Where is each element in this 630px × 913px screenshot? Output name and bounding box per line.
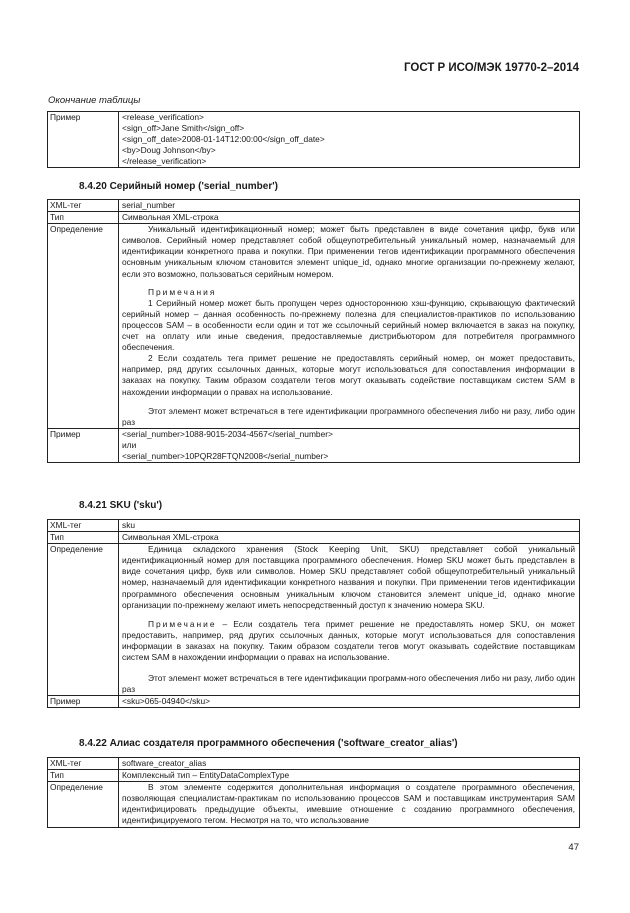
table-software-creator-alias bbox=[47, 757, 580, 828]
code-line: или bbox=[122, 439, 137, 450]
table-row bbox=[48, 224, 580, 429]
table-row bbox=[48, 200, 580, 212]
example-code bbox=[119, 428, 580, 462]
row-value: Символьная XML-строка bbox=[119, 212, 580, 224]
note-text: 1 Серийный номер может быть пропущен через одностороннюю хэш-функцию, скрывающую фактический серийный номер – данная особенность по-прежнему полезна для специалистов-практиков по использованию процессов SAM – в особенности если один и тот же ссылочный серийный номер включается в заказ на покупку, счет на оплату или иные сведения, предоставляемые дистрибьютором для потребителя программного обеспечения. bbox=[122, 297, 575, 353]
code-line: <serial_number>1088-9015-2034-4567</serial_number> bbox=[122, 428, 333, 439]
row-value: Символьная XML-строка bbox=[119, 532, 580, 544]
row-value: Комплексный тип – EntityDataComplexType bbox=[119, 770, 580, 782]
definition-cell bbox=[119, 782, 580, 827]
page-number: 47 bbox=[568, 842, 579, 853]
note-text: – Если создатель тега примет решение не предоставлять номер SKU, он может предоставить, например, ряд других ссылочных данных, которые могут использоваться для сопоставления информации в заказах на покупку. Таким образом создатели тегов могут оказывать содействие поставщикам систем SAM в нахождении информации о правах на использование. bbox=[122, 618, 575, 663]
row-label: Пример bbox=[48, 112, 119, 168]
row-label: Тип bbox=[48, 532, 119, 544]
row-label: Определение bbox=[48, 782, 119, 827]
occurrence-text: Этот элемент может встречаться в теге идентификации программ-ного обеспечения либо ни разу, либо один раз bbox=[122, 673, 575, 695]
row-label: XML-тег bbox=[48, 758, 119, 770]
section-title-sku: 8.4.21 SKU ('sku') bbox=[79, 500, 163, 511]
note-paragraph bbox=[122, 619, 575, 663]
table-row bbox=[48, 428, 580, 462]
definition-text: В этом элементе содержится дополнительная информация о создателе программного обеспечения, позволяющая специалистам-практикам по использованию процессов SAM и поставщикам инструментария SAM идентифицировать предыдущие объекты, имевшие отношение с созданию программного обеспечения, идентифицируемого тегом. Несмотря на то, что использование bbox=[122, 782, 575, 826]
table-row bbox=[48, 212, 580, 224]
table-sku bbox=[47, 519, 580, 708]
occurrence-text: Этот элемент может встречаться в теге идентификации программного обеспечения либо ни разу, либо один раз bbox=[122, 405, 575, 427]
row-label: Определение bbox=[48, 544, 119, 696]
row-label: Пример bbox=[48, 696, 119, 708]
row-label: Тип bbox=[48, 212, 119, 224]
row-label: XML-тег bbox=[48, 200, 119, 212]
code-line: <by>Doug Johnson</by> bbox=[122, 145, 216, 156]
definition-cell bbox=[119, 224, 580, 429]
row-value: sku bbox=[119, 520, 580, 532]
code-line: <release_verification> bbox=[122, 112, 204, 122]
section-title-software-creator-alias: 8.4.22 Алиас создателя программного обеспечения ('software_creator_alias') bbox=[79, 738, 458, 749]
definition-cell bbox=[119, 544, 580, 696]
note-text: 2 Если создатель тега примет решение не предоставлять серийный номер, он может предоставить, например, ряд других ссылочных данных, которые могут использоваться для сопоставления информации в заказах на покупку. Таким образом создатели тегов могут оказывать содействие поставщикам систем SAM в нахождении информации о правах на использование. bbox=[122, 353, 575, 397]
definition-text: Единица складского хранения (Stock Keeping Unit, SKU) представляет собой уникальный идентификационный номер для поставщика программного обеспечения. Номер SKU может быть представлен в виде сочетания цифр, букв или символов. Номер SKU представляет собой общеупотребительный уникальный номер, назначаемый для идентификации конкретного названия и покупки. При применении тегов идентификации программного обеспечения основным уникальным ключом становится элемент unique_id, однако многие организации по-прежнему желают иметь непосредственный доступ к значению номера SKU. bbox=[122, 544, 575, 610]
table-release-verification bbox=[47, 111, 580, 168]
table-row bbox=[48, 520, 580, 532]
code-line: </release_verification> bbox=[122, 156, 207, 167]
row-label: Определение bbox=[48, 224, 119, 429]
section-title-serial-number: 8.4.20 Серийный номер ('serial_number') bbox=[79, 181, 278, 192]
table-row bbox=[48, 544, 580, 696]
table-row bbox=[48, 532, 580, 544]
table-row bbox=[48, 770, 580, 782]
code-line: <serial_number>10PQR28FTQN2008</serial_number> bbox=[122, 450, 329, 461]
definition-text: Уникальный идентификационный номер; может быть представлен в виде сочетания цифр, букв или символов. Серийный номер представляет собой общеупотребительный уникальный номер, назначаемый для идентификации конкретного права и покупки. При применении тегов идентификации программного обеспечения основным уникальным ключом становится элемент unique_id, однако многие организации по-прежнему желают, если это возможно, пользоваться серийным номером. bbox=[122, 224, 575, 279]
table-continuation-label: Окончание таблицы bbox=[48, 95, 141, 106]
table-serial-number bbox=[47, 199, 580, 463]
table-row bbox=[48, 758, 580, 770]
row-label: XML-тег bbox=[48, 520, 119, 532]
row-value: software_creator_alias bbox=[119, 758, 580, 770]
row-label: Пример bbox=[48, 428, 119, 462]
table-row bbox=[48, 782, 580, 827]
example-code: <sku>065-04940</sku> bbox=[119, 696, 580, 708]
note-label: Примечание bbox=[148, 618, 217, 629]
code-line: <sign_off_date>2008-01-14T12:00:00</sign_off_date> bbox=[122, 134, 325, 145]
row-label: Тип bbox=[48, 770, 119, 782]
table-row bbox=[48, 696, 580, 708]
document-header: ГОСТ Р ИСО/МЭК 19770-2–2014 bbox=[404, 62, 579, 74]
example-code bbox=[119, 112, 580, 168]
table-row bbox=[48, 112, 580, 168]
notes-heading: Примечания bbox=[148, 286, 217, 297]
row-value: serial_number bbox=[119, 200, 580, 212]
code-line: <sign_off>Jane Smith</sign_off> bbox=[122, 123, 245, 134]
